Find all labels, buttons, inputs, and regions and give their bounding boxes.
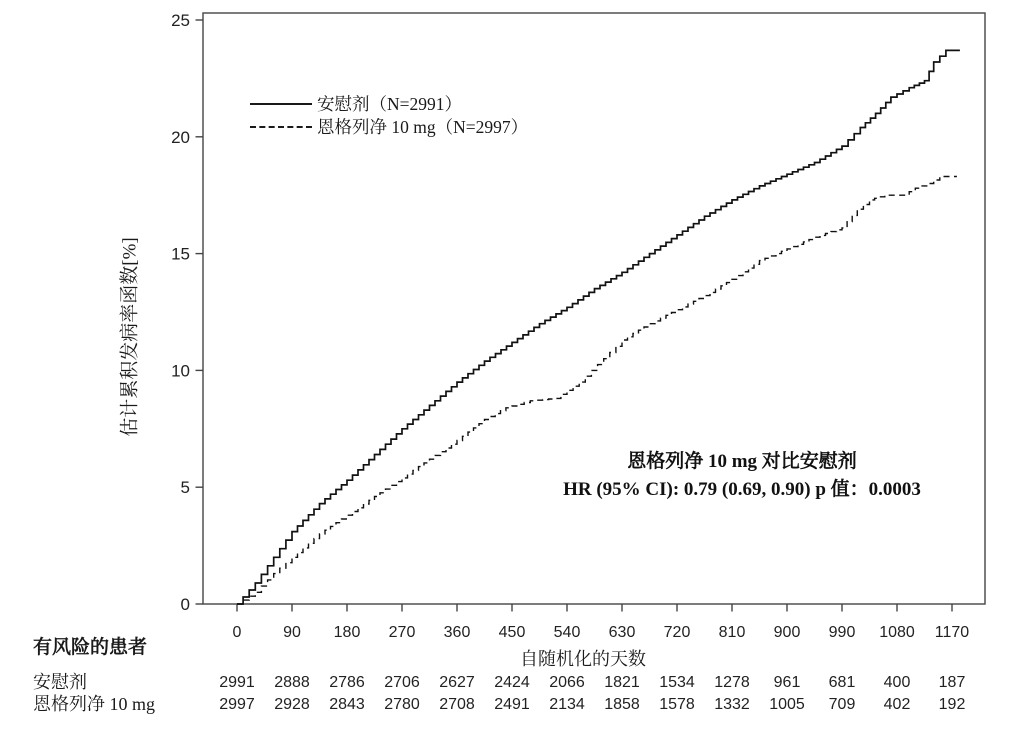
risk-count: 2066 — [549, 674, 585, 691]
risk-count: 2991 — [219, 674, 255, 691]
risk-count: 1005 — [769, 696, 805, 713]
x-tick-label: 1080 — [879, 624, 915, 641]
risk-count: 681 — [828, 674, 856, 691]
risk-count: 2134 — [549, 696, 585, 713]
risk-count: 2997 — [219, 696, 255, 713]
x-tick-label: 270 — [388, 624, 416, 641]
risk-count: 402 — [883, 696, 911, 713]
legend-label-placebo: 安慰剂（N=2991） — [317, 94, 463, 114]
risk-count: 2843 — [329, 696, 365, 713]
x-tick-label: 810 — [718, 624, 746, 641]
risk-count: 1278 — [714, 674, 750, 691]
risk-count: 2780 — [384, 696, 420, 713]
risk-count: 709 — [828, 696, 856, 713]
risk-count: 1858 — [604, 696, 640, 713]
y-tick-label: 5 — [180, 478, 190, 498]
risk-table-header: 有风险的患者 — [33, 637, 148, 658]
risk-count: 1821 — [604, 674, 640, 691]
risk-count: 2708 — [439, 696, 475, 713]
y-tick-label: 0 — [180, 595, 190, 614]
risk-count: 1578 — [659, 696, 695, 713]
risk-count: 400 — [883, 674, 911, 691]
x-tick-label: 900 — [773, 624, 801, 641]
y-tick-label: 10 — [171, 361, 190, 381]
x-tick-label: 540 — [553, 624, 581, 641]
risk-count: 1534 — [659, 674, 695, 691]
series-line-empagliflozin-10mg — [237, 177, 957, 605]
x-tick-label: 1170 — [934, 624, 970, 641]
x-tick-label: 990 — [828, 624, 856, 641]
chart-legend — [250, 92, 528, 138]
risk-count: 2888 — [274, 674, 310, 691]
dashed-line-sample-icon — [250, 126, 312, 128]
risk-count: 192 — [938, 696, 966, 713]
y-tick-label: 20 — [171, 127, 190, 147]
x-tick-label: 0 — [232, 624, 242, 641]
x-tick-label: 630 — [608, 624, 636, 641]
risk-row-label-placebo: 安慰剂 — [33, 672, 87, 692]
hr-annotation — [522, 448, 962, 504]
risk-count: 2491 — [494, 696, 530, 713]
y-tick-label: 25 — [171, 11, 190, 30]
legend-item-placebo — [250, 92, 528, 115]
x-tick-label: 450 — [498, 624, 526, 641]
risk-count: 2706 — [384, 674, 420, 691]
risk-count: 2928 — [274, 696, 310, 713]
risk-count: 2424 — [494, 674, 530, 691]
solid-line-sample-icon — [250, 103, 312, 105]
legend-item-empagliflozin — [250, 115, 528, 138]
y-tick-label: 15 — [171, 244, 190, 264]
risk-count: 961 — [773, 674, 801, 691]
x-tick-label: 90 — [283, 624, 301, 641]
x-tick-label: 720 — [663, 624, 691, 641]
risk-row-label-empagliflozin: 恩格列净 10 mg — [33, 694, 156, 714]
x-axis-title: 自随机化的天数 — [520, 649, 646, 669]
risk-count: 2786 — [329, 674, 365, 691]
risk-count: 2627 — [439, 674, 475, 691]
x-tick-label: 180 — [333, 624, 361, 641]
risk-count: 1332 — [714, 696, 750, 713]
legend-label-empagliflozin: 恩格列净 10 mg（N=2997） — [317, 117, 529, 137]
x-tick-label: 360 — [443, 624, 471, 641]
risk-count: 187 — [938, 674, 966, 691]
hr-annotation-comparison: 恩格列净 10 mg 对比安慰剂 — [627, 451, 857, 472]
hr-annotation-stats: HR (95% CI): 0.79 (0.69, 0.90) p 值：0.0003 — [563, 479, 921, 500]
y-axis-title: 估计累积发病率函数[%] — [119, 237, 141, 437]
